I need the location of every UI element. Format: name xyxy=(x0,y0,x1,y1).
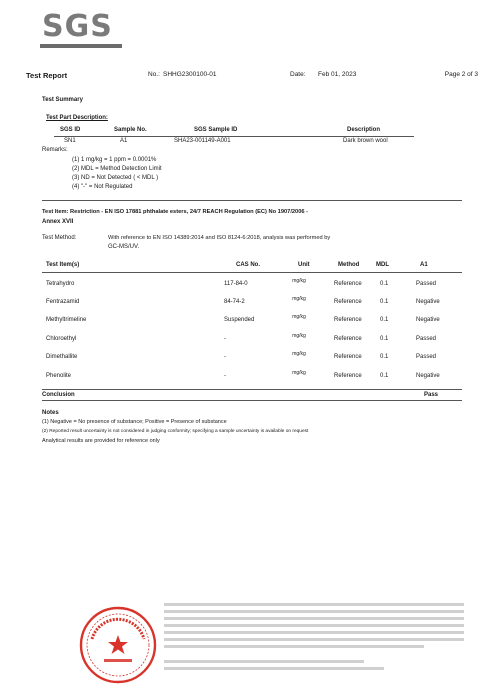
fine-print xyxy=(164,617,464,620)
cell-unit: mg/kg xyxy=(292,333,306,339)
conclusion-label: Conclusion xyxy=(42,392,75,398)
results-row xyxy=(46,333,446,353)
remark-1: (1) 1 mg/kg = 1 ppm = 0.0001% xyxy=(72,157,157,163)
fine-print xyxy=(164,660,364,663)
cell-unit: mg/kg xyxy=(292,278,306,284)
divider xyxy=(42,200,462,201)
col-a1: A1 xyxy=(420,262,428,268)
col-unit: Unit xyxy=(298,262,310,268)
cell-result: Negative xyxy=(416,299,440,305)
col-sgs-sample-id: SGS Sample ID xyxy=(194,127,238,133)
cell-mdl: 0.1 xyxy=(380,317,389,323)
results-row xyxy=(46,370,446,390)
fine-print xyxy=(164,624,464,627)
results-row xyxy=(46,314,446,334)
cell-result: Passed xyxy=(416,281,437,287)
cell-result: Negative xyxy=(416,317,440,323)
cell-method: Reference xyxy=(334,373,362,379)
cell-description: Dark brown wool xyxy=(343,138,388,144)
seal-star-icon xyxy=(108,635,128,654)
date-label: Date: xyxy=(290,71,306,78)
test-item-line1: Test Item: Restriction - EN ISO 17881 phthalate esters, 24/7 REACH Regulation (EC) No 1907/2006 - xyxy=(42,209,309,215)
results-row xyxy=(46,296,446,316)
cell-cas: 84-74-2 xyxy=(224,299,245,305)
cell-item: Tetrahydro xyxy=(46,281,75,287)
divider xyxy=(42,400,462,401)
cell-method: Reference xyxy=(334,299,362,305)
cell-unit: mg/kg xyxy=(292,296,306,302)
results-header xyxy=(46,262,446,272)
fine-print xyxy=(164,603,464,606)
notes-line1: (1) Negative = No presence of substance; Positive = Presence of substance xyxy=(42,419,227,425)
col-sample-no: Sample No. xyxy=(114,127,147,133)
report-no: SHHG2300100-01 xyxy=(163,71,217,78)
cell-unit: mg/kg xyxy=(292,314,306,320)
cell-mdl: 0.1 xyxy=(380,336,389,342)
cell-item: Dimethallite xyxy=(46,354,78,360)
test-method-line1: With reference to EN ISO 14389:2014 and ISO 8124-6:2018, analysis was performed by xyxy=(108,235,331,241)
sample-desc-header xyxy=(60,127,420,136)
cell-unit: mg/kg xyxy=(292,351,306,357)
fine-print xyxy=(164,610,464,613)
results-row xyxy=(46,351,446,371)
notes-line2: (2) Reported result uncertainty is not considered in judging conformity; specifying a sample uncertainty is available on request xyxy=(42,429,309,434)
report-no-label: No.: xyxy=(148,71,160,78)
cell-method: Reference xyxy=(334,281,362,287)
cell-method: Reference xyxy=(334,317,362,323)
cell-result: Negative xyxy=(416,373,440,379)
test-method-line2: GC-MS/UV. xyxy=(108,244,140,250)
conclusion-value: Pass xyxy=(424,392,439,398)
remarks-label: Remarks: xyxy=(42,147,68,153)
sample-desc-row xyxy=(60,138,420,147)
divider xyxy=(42,272,462,273)
cell-cas: - xyxy=(224,336,226,342)
cell-sgs-sample-id: SHA23-001149-A001 xyxy=(174,138,231,144)
test-item-line2: Annex XVII xyxy=(42,219,74,225)
fine-print xyxy=(164,667,384,670)
remark-3: (3) ND = Not Detected ( < MDL ) xyxy=(72,175,159,181)
cell-cas: Suspended xyxy=(224,317,255,323)
cell-result: Passed xyxy=(416,354,437,360)
col-method: Method xyxy=(338,262,360,268)
remark-4: (4) "-" = Not Regulated xyxy=(72,184,133,190)
cell-result: Passed xyxy=(416,336,437,342)
cell-item: Methyltrimeline xyxy=(46,317,87,323)
report-header xyxy=(26,71,478,83)
cell-mdl: 0.1 xyxy=(380,373,389,379)
cell-mdl: 0.1 xyxy=(380,354,389,360)
remark-2: (2) MDL = Method Detection Limit xyxy=(72,166,162,172)
page-number: Page 2 of 3 xyxy=(444,71,478,78)
divider xyxy=(54,136,414,137)
logo-underline xyxy=(40,44,122,48)
fine-print xyxy=(164,645,424,648)
sgs-logo xyxy=(40,10,122,48)
col-mdl: MDL xyxy=(376,262,389,268)
cell-method: Reference xyxy=(334,336,362,342)
cell-cas: - xyxy=(224,354,226,360)
report-date: Feb 01, 2023 xyxy=(318,71,357,78)
cell-mdl: 0.1 xyxy=(380,281,389,287)
cell-cas: 117-84-0 xyxy=(224,281,248,287)
notes-label: Notes xyxy=(42,410,59,416)
col-sgs-id: SGS ID xyxy=(60,127,81,133)
cell-sample-no: A1 xyxy=(120,138,128,144)
col-description: Description xyxy=(347,127,381,133)
logo-text: SGS xyxy=(42,9,113,44)
cell-cas: - xyxy=(224,373,226,379)
fine-print xyxy=(164,631,464,634)
cell-method: Reference xyxy=(334,354,362,360)
col-cas-no: CAS No. xyxy=(236,262,260,268)
cell-item: Fentrazamid xyxy=(46,299,80,305)
test-method-label: Test Method: xyxy=(42,235,77,241)
cell-item: Phenolite xyxy=(46,373,72,379)
col-test-item: Test Item(s) xyxy=(46,262,80,268)
test-summary-heading: Test Summary xyxy=(42,97,83,103)
notes-line3: Analytical results are provided for reference only xyxy=(42,438,160,444)
results-row xyxy=(46,278,446,298)
sample-desc-heading: Test Part Description: xyxy=(46,115,108,121)
cell-mdl: 0.1 xyxy=(380,299,389,305)
fine-print xyxy=(164,638,464,641)
report-title: Test Report xyxy=(26,71,68,80)
divider xyxy=(42,389,462,390)
cell-unit: mg/kg xyxy=(292,370,306,376)
cell-sgs-id: SN1 xyxy=(64,138,76,144)
cell-item: Chloroethyl xyxy=(46,336,77,342)
company-seal xyxy=(78,605,158,685)
